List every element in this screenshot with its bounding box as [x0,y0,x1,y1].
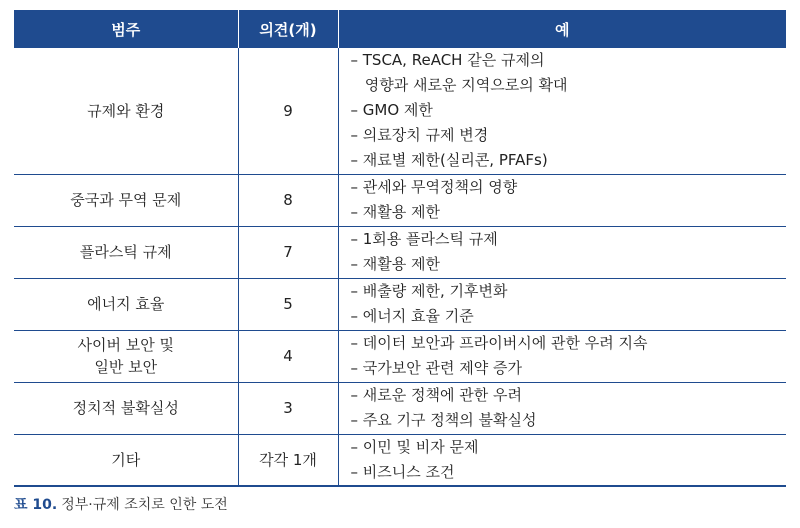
examples-cell [338,434,786,486]
challenges-table [14,10,786,487]
table-row [14,48,786,174]
example-item: – 데이터 보안과 프라이버시에 관한 우려 지속 [350,334,648,352]
category-cell [14,382,238,434]
table-row [14,278,786,330]
category-cell [14,226,238,278]
example-item: – 이민 및 비자 문제 [350,437,479,456]
table-header-row [14,10,786,48]
category-line: 에너지 효율 [87,295,165,313]
examples-cell [338,226,786,278]
category-line: 일반 보안 [94,358,158,376]
table-row [14,434,786,486]
example-item: – 관세와 무역정책의 영향 [350,178,518,196]
table-caption [14,494,228,514]
examples-cell [338,174,786,226]
examples-list [351,435,787,485]
category-line: 규제와 환경 [87,101,165,120]
example-item: – GMO 제한 [350,101,433,120]
examples-list [351,48,787,173]
count-cell: 8 [238,174,338,226]
examples-list [351,227,787,277]
example-item: 영향과 새로운 지역으로의 확대 [350,76,568,95]
category-line: 정치적 불확실성 [72,399,179,417]
caption-label: 표 10. [14,497,58,513]
category-line: 중국과 무역 문제 [70,191,182,209]
example-item: – 의료장치 규제 변경 [350,126,489,145]
count-cell: 3 [238,382,338,434]
caption-text: 정부·규제 조치로 인한 도전 [61,497,228,513]
count-cell: 9 [238,48,338,174]
examples-list [351,383,787,433]
example-item: – 1회용 플라스틱 규제 [350,230,498,248]
table-row [14,330,786,382]
example-item: – 에너지 효율 기준 [350,307,474,325]
example-item: – TSCA, ReACH 같은 규제의 [350,51,545,70]
example-item: – 비즈니스 조건 [350,462,455,481]
examples-cell [338,330,786,382]
header-examples: 예 [338,10,786,48]
table-row [14,226,786,278]
example-item: – 주요 기구 정책의 불확실성 [350,411,537,429]
category-cell [14,434,238,486]
count-cell: 각각 1개 [238,434,338,486]
examples-list [351,175,787,225]
examples-list [351,331,787,381]
example-item: – 국가보안 관련 제약 증가 [350,359,522,377]
category-cell [14,330,238,382]
count-cell: 7 [238,226,338,278]
category-line: 플라스틱 규제 [79,243,172,261]
example-item: – 새로운 정책에 관한 우려 [350,386,522,404]
category-cell [14,48,238,174]
count-cell: 5 [238,278,338,330]
category-cell [14,278,238,330]
examples-list [351,279,787,329]
category-line: 사이버 보안 및 [77,336,174,354]
example-item: – 재활용 제한 [350,255,440,273]
example-item: – 배출량 제한, 기후변화 [350,282,508,300]
category-cell [14,174,238,226]
table-row [14,174,786,226]
examples-cell [338,382,786,434]
header-category: 범주 [14,10,238,48]
category-line: 기타 [111,450,141,469]
table-row [14,382,786,434]
example-item: – 재료별 제한(실리콘, PFAFs) [350,151,548,170]
examples-cell [338,278,786,330]
example-item: – 재활용 제한 [350,203,440,221]
header-count: 의견(개) [238,10,338,48]
examples-cell [338,48,786,174]
count-cell: 4 [238,330,338,382]
